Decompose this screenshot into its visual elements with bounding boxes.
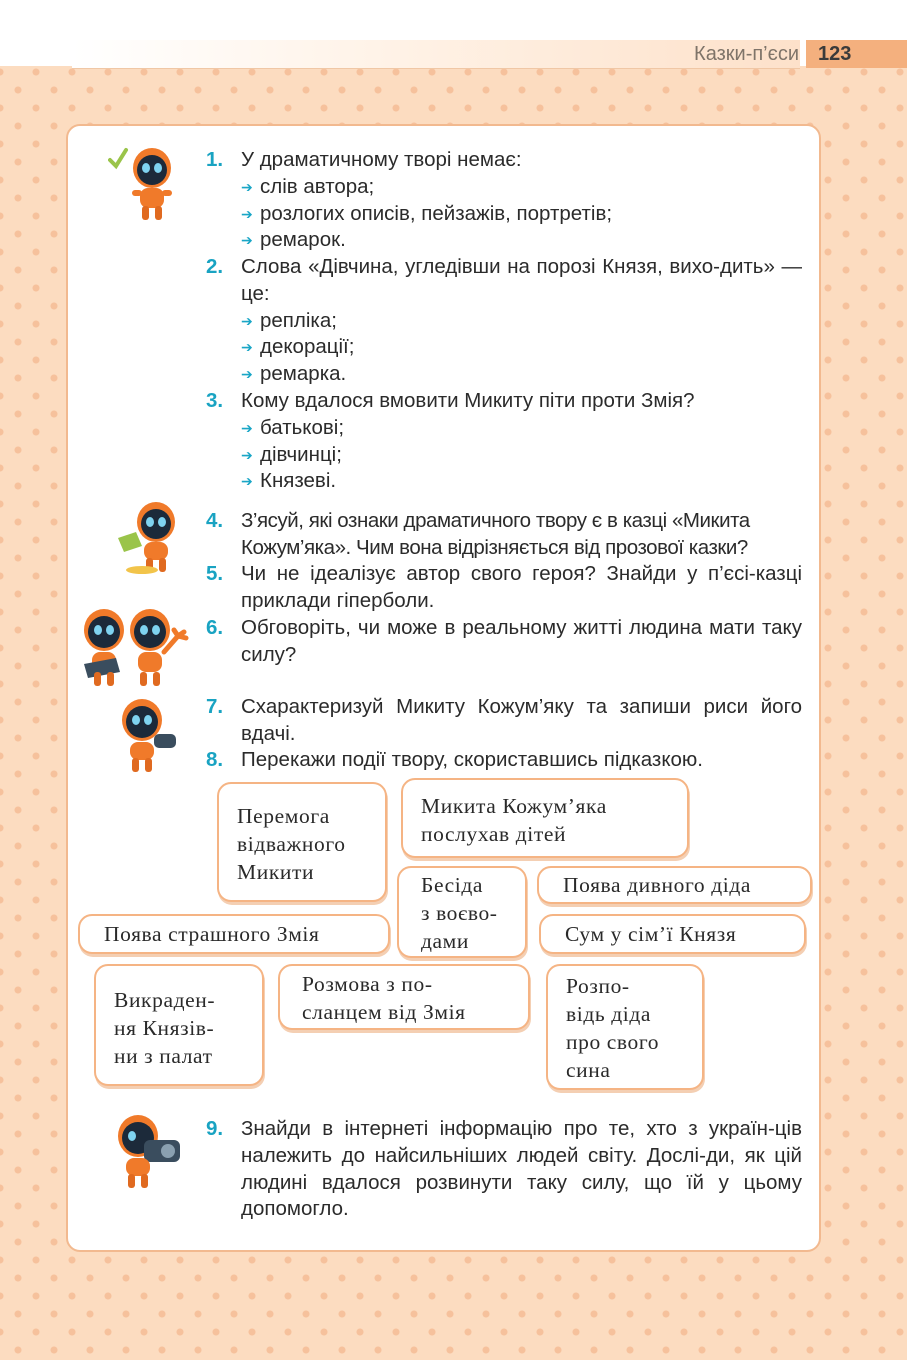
answer-option: ➔ батькові;: [241, 415, 802, 442]
arrow-right-icon: ➔: [241, 473, 253, 490]
question-text: Чи не ідеалізує автор свого героя? Знайди у п’єсі-казці приклади гіперболи.: [241, 562, 802, 612]
arrow-right-icon: ➔: [241, 366, 253, 383]
question-number: 7.: [206, 695, 224, 718]
arrow-right-icon: ➔: [241, 446, 253, 463]
answer-option: ➔ дівчинці;: [241, 442, 802, 469]
question-text: Перекажи події твору, скориставшись підказкою.: [241, 748, 703, 771]
hint-box: Розпо- відь діда про свого сина: [546, 964, 704, 1090]
hint-box: Поява дивного діда: [537, 866, 812, 904]
question-8: [206, 747, 802, 774]
answer-option: ➔ ремарка.: [241, 361, 802, 388]
question-text: У драматичному творі немає:: [241, 148, 522, 171]
question-2: [206, 254, 802, 388]
question-4: [206, 508, 802, 562]
robot-binoculars-icon: [110, 696, 184, 774]
question-number: 3.: [206, 389, 224, 412]
question-9: [206, 1116, 802, 1223]
answer-option: ➔ репліка;: [241, 308, 802, 335]
arrow-right-icon: ➔: [241, 312, 253, 329]
question-5: [206, 561, 802, 615]
hint-box: Перемога відважного Микити: [217, 782, 387, 902]
arrow-right-icon: ➔: [241, 339, 253, 356]
question-number: 1.: [206, 148, 224, 171]
question-number: 2.: [206, 255, 224, 278]
question-number: 9.: [206, 1117, 224, 1140]
question-text: Слова «Дівчина, угледівши на порозі Князя, вихо-дить» — це:: [241, 255, 802, 305]
robot-checkmark-icon: [108, 144, 180, 224]
answer-option: ➔ декорації;: [241, 334, 802, 361]
question-number: 4.: [206, 509, 224, 532]
answer-option: ➔ розлогих описів, пейзажів, портретів;: [241, 201, 802, 228]
question-text: Знайди в інтернеті інформацію про те, хто з україн-ців належить до найсильніших людей світу. Дослі-ди, як цій людині вдалося розвинути таку силу, що їй у цьому допомогло.: [241, 1117, 802, 1221]
hint-box: Бесіда з воєво- дами: [397, 866, 527, 958]
question-text: З’ясуй, які ознаки драматичного твору є в казці «Микита Кожум’яка». Чим вона відрізняється від прозової казки?: [241, 509, 750, 559]
robot-camera-icon: [104, 1112, 188, 1192]
question-number: 6.: [206, 616, 224, 639]
arrow-right-icon: ➔: [241, 178, 253, 195]
page-number: 123: [806, 40, 907, 68]
robot-reading-icon: [112, 498, 186, 576]
question-text: Кому вдалося вмовити Микиту піти проти Змія?: [241, 389, 695, 412]
robots-pair-icon: [74, 606, 196, 690]
hint-box: Сум у сім’ї Князя: [539, 914, 806, 954]
answer-option: ➔ ремарок.: [241, 227, 802, 254]
question-3: [206, 388, 802, 495]
answer-option: ➔ слів автора;: [241, 174, 802, 201]
question-text: Обговоріть, чи може в реальному житті людина мати таку силу?: [241, 616, 802, 666]
question-1: [206, 147, 802, 254]
question-text: Схарактеризуй Микиту Кожум’яку та запиши риси його вдачі.: [241, 695, 802, 745]
arrow-right-icon: ➔: [241, 419, 253, 436]
answer-option: ➔ Князеві.: [241, 468, 802, 495]
arrow-right-icon: ➔: [241, 205, 253, 222]
question-number: 5.: [206, 562, 224, 585]
question-6: [206, 615, 802, 669]
hint-box: Розмова з по- сланцем від Змія: [278, 964, 530, 1030]
running-header: [72, 40, 800, 69]
question-7: [206, 694, 802, 748]
question-number: 8.: [206, 748, 224, 771]
section-title: Казки-п’єси: [694, 43, 799, 65]
hint-box: Микита Кожум’яка послухав дітей: [401, 778, 689, 858]
hint-box: Поява страшного Змія: [78, 914, 390, 954]
hint-box: Викраден- ня Князів- ни з палат: [94, 964, 264, 1086]
arrow-right-icon: ➔: [241, 232, 253, 249]
